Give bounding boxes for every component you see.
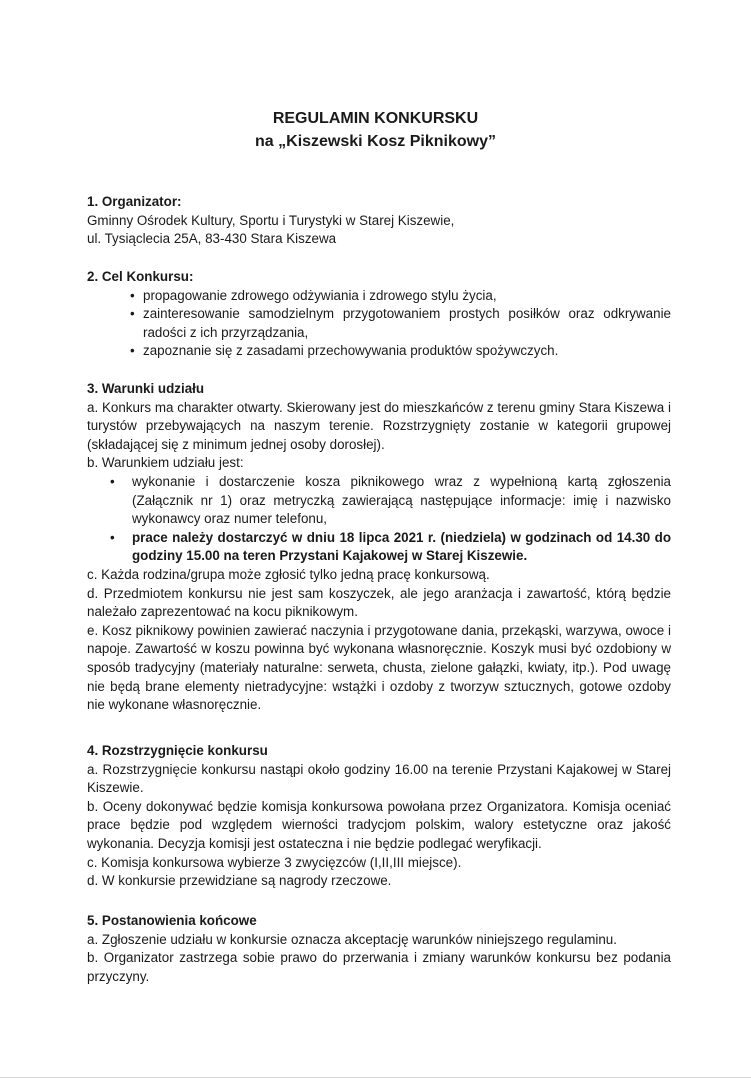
section-heading: 1. Organizator: — [87, 194, 182, 209]
section-final-provisions — [87, 912, 671, 986]
list-item: • wykonanie i dostarczenie kosza piknikowego wraz z wypełnioną kartą zgłoszenia (Załącznik nr 1) oraz metryczką zawierającą następujące informacje: imię i nazwisko wykonawcy oraz numer telefonu, — [110, 473, 671, 527]
paragraph-a: a. Konkurs ma charakter otwarty. Skierowany jest do mieszkańców z terenu gminy Stara Kiszewa i turystów przebywających na naszym terenie. Rozstrzygnięty zostanie w kategorii grupowej (składającej się z minimum jednej osoby dorosłej). — [87, 399, 671, 452]
section-heading: 2. Cel Konkursu: — [87, 269, 194, 284]
paragraph-c: c. Każda rodzina/grupa może zgłosić tylko jedną pracę konkursową. — [87, 566, 490, 582]
paragraph-a: a. Zgłoszenie udziału w konkursie oznacza akceptację warunków niniejszego regulaminu. — [87, 931, 617, 947]
bullet-icon: • — [110, 473, 115, 489]
bullet-icon: • — [110, 529, 115, 545]
paragraph-d: d. Przedmiotem konkursu nie jest sam koszyczek, ale jego aranżacja i zawartość, którą będzie należało zaprezentować na kocu piknikowym. — [87, 585, 671, 620]
organizer-address: ul. Tysiąclecia 25A, 83-430 Stara Kiszewa — [87, 231, 337, 247]
section-goals — [87, 268, 671, 361]
paragraph-b: b. Warunkiem udziału jest: — [87, 455, 244, 471]
paragraph-e: e. Kosz piknikowy powinien zawierać naczynia i przygotowane dania, przekąski, warzywa, owoce i napoje. Zawartość w koszu powinna być wykonana własnoręcznie. Koszyk musi być ozdobiony w sposób tradycyjny (materiały naturalne: serweta, chusta, zielone gałązki, kwiaty, itp.). Pod uwagę nie będą brane elementy nietradycyjne: wstążki i ozdoby z tworzyw sztucznych, gotowe ozdoby nie wykonane własnoręcznie. — [87, 622, 671, 713]
section-heading: 5. Postanowienia końcowe — [87, 913, 257, 928]
page-edge-divider — [0, 1077, 751, 1078]
paragraph-d: d. W konkursie przewidziane są nagrody rzeczowe. — [87, 873, 392, 889]
document-title — [0, 107, 751, 153]
section-heading: 3. Warunki udziału — [87, 381, 205, 396]
list-item: • zainteresowanie samodzielnym przygotowaniem prostych posiłków oraz odkrywanie radości z ich przyrządzania, — [130, 306, 671, 340]
section-organizer — [87, 193, 671, 249]
paragraph-b: b. Oceny dokonywać będzie komisja konkursowa powołana przez Organizatora. Komisja oceniać prace będzie pod względem wierności tradycjom polskim, walory estetyczne oraz jakość wykonania. Decyzja komisji jest ostateczna i nie będzie podlegać weryfikacji. — [87, 798, 671, 851]
section-resolution — [87, 742, 671, 891]
conditions-list — [87, 473, 671, 566]
section-heading: 4. Rozstrzygnięcie konkursu — [87, 743, 268, 758]
bullet-icon: • — [130, 306, 135, 322]
list-item: • zapoznanie się z zasadami przechowywania produktów spożywczych. — [87, 342, 671, 361]
list-item: • prace należy dostarczyć w dniu 18 lipca 2021 r. (niedziela) w godzinach od 14.30 do godziny 15.00 na teren Przystani Kajakowej w Starej Kiszewie. — [110, 529, 671, 564]
bullet-icon: • — [130, 343, 135, 359]
organizer-name: Gminny Ośrodek Kultury, Sportu i Turystyki w Starej Kiszewie, — [87, 212, 455, 228]
paragraph-b: b. Organizator zastrzega sobie prawo do przerwania i zmiany warunków konkursu bez podania przyczyny. — [87, 950, 671, 984]
title-line-1: REGULAMIN KONKURSKU — [272, 110, 479, 127]
section-conditions — [87, 380, 671, 715]
title-line-2: na „Kiszewski Kosz Piknikowy” — [255, 133, 496, 150]
paragraph-c: c. Komisja konkursowa wybierze 3 zwycięzców (I,II,III miejsce). — [87, 854, 462, 870]
bullet-icon: • — [130, 287, 135, 303]
list-item: • propagowanie zdrowego odżywiania i zdrowego stylu życia, — [87, 287, 671, 306]
paragraph-a: a. Rozstrzygnięcie konkursu nastąpi około godziny 16.00 na terenie Przystani Kajakowej w Starej Kiszewie. — [87, 761, 671, 796]
goals-list — [87, 287, 671, 361]
